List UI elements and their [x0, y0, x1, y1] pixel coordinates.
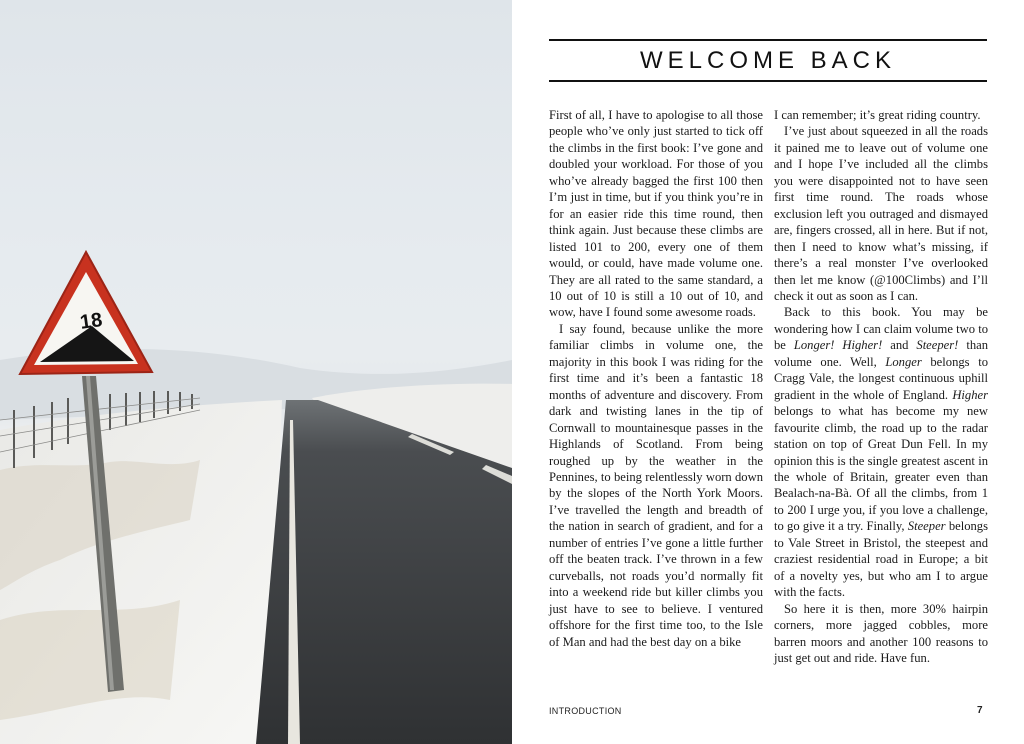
italic-text: Higher	[952, 387, 988, 402]
paragraph: I’ve just about squeezed in all the roads it pained me to leave out of volume one and I hope I’ve included all the climbs you were disappointed not to have seen first time round. The roads whose exclusion left you outraged and dismayed are, fingers crossed, all in here. But if not, then I need to know what’s missing, if there’s a real monster I’ve overlooked then let me know (@100Climbs) and I’ll check it out as soon as I can.	[774, 124, 988, 303]
text-column-2	[774, 107, 988, 666]
text-run: belongs to what has become my new favourite climb, the road up to the radar station on top of Great Dun Fell. In my opinion this is the single greatest ascent in the whole of Britain, greater even than Bealach-na-Bà. Of all the climbs, from 1 to 200 I urge you, if you love a challenge, to go give it a try. Finally,	[774, 404, 988, 534]
text-run: belongs to Vale Street in Bristol, the steepest and craziest residential road in Europe; a bit of a novelty yes, but who am I to argue with the facts.	[774, 519, 988, 600]
italic-text: Steeper	[907, 519, 946, 534]
italic-text: Longer! Higher!	[793, 338, 883, 353]
paragraph: First of all, I have to apologise to all those people who’ve only just started to tick off the climbs in the first book: I’ve gone and doubled your workload. For those of you who’ve already bagged the first 100 then I’m just in time, but if you think you’re in for an easier ride this time round, then think again. Just because these climbs are listed 101 to 200, every one of them would, or could, have made volume one. They are all rated to the same standard, a 10 out of 10 is still a 10 out of 10, and wow, have I found some awesome roads.	[549, 108, 763, 320]
paragraph: I say found, because unlike the more familiar climbs in volume one, the majority in this book I was riding for the first time and it’s been a fantastic 18 months of adventure and discovery. From dark and twisting lanes in the tip of Cornwall to mountainesque passes in the Highlands of Scotland. From being roughed up by the weather in the Pennines, to being relentlessly worn down by the slopes of the North York Moors. I’ve travelled the length and breadth of the nation in search of gradient, and for a number of entries I’ve gone a little further off the beaten track. I’ve thrown in a few curveballs, not roads you’d normally fit into a weekend ride but killer climbs you just have to see to believe. I ventured offshore for the first time too, to the Isle of Man and had the best day on a bike	[549, 321, 763, 649]
title-rule-bottom	[549, 80, 987, 82]
paragraph	[774, 304, 988, 600]
italic-text: Longer	[885, 354, 922, 369]
text-run: belongs to Cragg Vale, the longest continuous uphill gradient in the whole of England.	[774, 354, 988, 402]
paragraph: So here it is then, more 30% hairpin corners, more jagged cobbles, more barren moors and another 100 reasons to just get out and ride. Have fun.	[774, 601, 988, 665]
page-title: WELCOME BACK	[639, 47, 897, 74]
text-run: Back to this book. You may be wondering how I can claim volume two to be	[774, 305, 988, 353]
running-footer-section: INTRODUCTION	[549, 706, 622, 716]
text-run: and	[882, 338, 917, 353]
page-number: 7	[977, 705, 983, 716]
text-run: than volume one. Well,	[774, 338, 988, 369]
paragraph: I can remember; it’s great riding country.	[774, 108, 981, 122]
text-page	[512, 0, 1024, 744]
sign-number: 18	[78, 309, 104, 334]
italic-text: Steeper!	[916, 338, 959, 353]
title-rule-top	[549, 39, 987, 41]
text-column-1	[549, 107, 763, 650]
